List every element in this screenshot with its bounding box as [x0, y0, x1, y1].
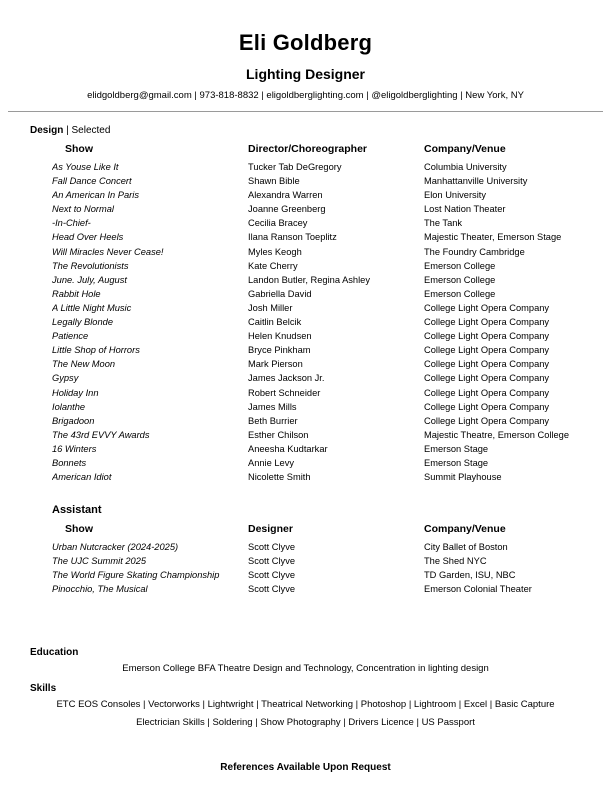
venue-name: College Light Opera Company: [424, 359, 550, 370]
show-title: A Little Night Music: [52, 302, 132, 313]
assistant-table-body: [30, 540, 581, 596]
person-name: Beth Burrier: [248, 415, 298, 426]
show-title: Little Shop of Horrors: [52, 345, 140, 356]
design-heading-bold: Design: [30, 125, 64, 136]
education-text: Emerson College BFA Theatre Design and Technology, Concentration in lighting design: [122, 662, 489, 674]
person-name: Robert Schneider: [248, 387, 321, 398]
show-title: 16 Winters: [52, 443, 97, 454]
table-row: [30, 301, 581, 315]
table-row: [30, 386, 581, 400]
table-row: [30, 568, 581, 582]
column-header-venue: Company/Venue: [424, 143, 506, 155]
person-name: Josh Miller: [248, 302, 293, 313]
assistant-section-heading: Assistant: [52, 504, 102, 517]
show-title: Fall Dance Concert: [52, 176, 132, 187]
venue-name: The Shed NYC: [424, 556, 487, 567]
venue-name: Lost Nation Theater: [424, 204, 506, 215]
design-heading-rest: | Selected: [63, 125, 111, 136]
table-row: [30, 428, 581, 442]
venue-name: Emerson Stage: [424, 443, 489, 454]
person-name: Esther Chilson: [248, 429, 309, 440]
person-name: Annie Levy: [248, 457, 294, 468]
venue-name: TD Garden, ISU, NBC: [424, 570, 516, 581]
venue-name: Emerson College: [424, 274, 496, 285]
person-name: Shawn Bible: [248, 176, 300, 187]
person-name: Aneesha Kudtarkar: [248, 443, 328, 454]
show-title: Gypsy: [52, 373, 79, 384]
skills-section: [30, 683, 581, 730]
table-row: [30, 400, 581, 414]
venue-name: College Light Opera Company: [424, 373, 550, 384]
column-header-director: Director/Choreographer: [248, 143, 368, 155]
skills-line-2: Electrician Skills | Soldering | Show Photography | Drivers Licence | US Passport: [136, 716, 475, 728]
show-title: As Youse Like It: [52, 162, 119, 172]
show-title: An American In Paris: [52, 190, 139, 201]
references-note: References Available Upon Request: [220, 761, 391, 773]
table-row: [30, 582, 581, 596]
show-title: -In-Chief-: [52, 218, 91, 229]
person-name: Scott Clyve: [248, 584, 296, 595]
venue-name: Columbia University: [424, 162, 507, 172]
table-row: [30, 371, 581, 385]
person-name: Helen Knudsen: [248, 331, 312, 342]
venue-name: Emerson College: [424, 288, 496, 299]
assistant-table-header-row: [30, 522, 581, 537]
venue-name: College Light Opera Company: [424, 345, 550, 356]
table-row: [30, 245, 581, 259]
show-title: Legally Blonde: [52, 317, 113, 328]
venue-name: College Light Opera Company: [424, 331, 550, 342]
person-name: James Jackson Jr.: [248, 373, 325, 384]
show-title: June. July, August: [52, 274, 127, 285]
column-header-show: Show: [65, 143, 93, 155]
design-section-heading: [30, 125, 581, 136]
person-name: Alexandra Warren: [248, 190, 323, 201]
skills-line-1: ETC EOS Consoles | Vectorworks | Lightwright | Theatrical Networking | Photoshop | Lightroom | Excel | Basic Capture: [56, 698, 555, 710]
person-name: James Mills: [248, 401, 297, 412]
venue-name: Emerson Colonial Theater: [424, 584, 532, 595]
show-title: Holiday Inn: [52, 387, 99, 398]
person-name: Scott Clyve: [248, 556, 296, 567]
design-table-body: [30, 160, 581, 484]
table-row: [30, 287, 581, 301]
show-title: Will Miracles Never Cease!: [52, 246, 164, 257]
header-divider: [8, 111, 603, 112]
person-name: Joanne Greenberg: [248, 204, 326, 215]
table-row: [30, 329, 581, 343]
venue-name: College Light Opera Company: [424, 387, 550, 398]
show-title: The UJC Summit 2025: [52, 556, 147, 567]
venue-name: College Light Opera Company: [424, 401, 550, 412]
show-title: The Revolutionists: [52, 260, 129, 271]
table-row: [30, 442, 581, 456]
column-header-show: Show: [65, 523, 93, 536]
venue-name: Majestic Theatre, Emerson College: [424, 429, 570, 440]
venue-name: Emerson College: [424, 260, 496, 271]
venue-name: City Ballet of Boston: [424, 542, 508, 553]
show-title: Next to Normal: [52, 204, 114, 215]
person-name: Gabriella David: [248, 288, 312, 299]
person-name: Landon Butler, Regina Ashley: [248, 274, 370, 285]
venue-name: College Light Opera Company: [424, 317, 550, 328]
table-row: [30, 216, 581, 230]
show-title: The World Figure Skating Championship: [52, 570, 220, 581]
column-header-venue: Company/Venue: [424, 523, 506, 536]
venue-name: Manhattanville University: [424, 176, 528, 187]
table-row: [30, 357, 581, 371]
person-name: Scott Clyve: [248, 570, 296, 581]
person-name: Kate Cherry: [248, 260, 298, 271]
show-title: Iolanthe: [52, 401, 86, 412]
person-name: Cecilia Bracey: [248, 218, 308, 229]
table-row: [30, 554, 581, 568]
table-row: [30, 259, 581, 273]
person-name: Tucker Tab DeGregory: [248, 162, 342, 172]
show-title: Head Over Heels: [52, 232, 124, 243]
show-title: Urban Nutcracker (2024-2025): [52, 542, 179, 553]
design-table-header-row: [30, 142, 581, 157]
person-name: Scott Clyve: [248, 542, 296, 553]
person-name: Caitlin Belcik: [248, 317, 302, 328]
table-row: [30, 174, 581, 188]
person-name: Mark Pierson: [248, 359, 303, 370]
venue-name: Elon University: [424, 190, 487, 201]
assistant-table: [30, 522, 581, 596]
person-name: Bryce Pinkham: [248, 345, 311, 356]
venue-name: Emerson Stage: [424, 457, 489, 468]
table-row: [30, 230, 581, 244]
table-row: [30, 470, 581, 484]
venue-name: Summit Playhouse: [424, 472, 502, 483]
show-title: Pinocchio, The Musical: [52, 584, 148, 595]
show-title: American Idiot: [52, 472, 112, 483]
table-row: [30, 343, 581, 357]
venue-name: College Light Opera Company: [424, 415, 550, 426]
venue-name: Majestic Theater, Emerson Stage: [424, 232, 562, 243]
venue-name: The Foundry Cambridge: [424, 246, 525, 257]
skills-heading: Skills: [30, 682, 57, 694]
job-title: Lighting Designer: [246, 66, 365, 82]
table-row: [30, 315, 581, 329]
venue-name: College Light Opera Company: [424, 302, 550, 313]
table-row: [30, 188, 581, 202]
education-heading: Education: [30, 646, 79, 658]
table-row: [30, 414, 581, 428]
show-title: Rabbit Hole: [52, 288, 101, 299]
contact-line: elidgoldberg@gmail.com | 973-818-8832 | eligoldberglighting.com | @eligoldberglighting | New York, NY: [87, 90, 524, 101]
venue-name: The Tank: [424, 218, 463, 229]
design-table: [30, 142, 581, 484]
person-name: Myles Keogh: [248, 246, 302, 257]
column-header-designer: Designer: [248, 523, 293, 536]
show-title: The New Moon: [52, 359, 116, 370]
table-row: [30, 202, 581, 216]
person-name: Nicolette Smith: [248, 472, 311, 483]
show-title: The 43rd EVVY Awards: [52, 429, 150, 440]
person-name-heading: Eli Goldberg: [238, 30, 373, 55]
show-title: Patience: [52, 331, 89, 342]
show-title: Bonnets: [52, 457, 87, 468]
table-row: [30, 273, 581, 287]
table-row: [30, 160, 581, 174]
table-row: [30, 456, 581, 470]
education-section: [30, 647, 581, 676]
table-row: [30, 540, 581, 554]
person-name: Ilana Ranson Toeplitz: [248, 232, 337, 243]
show-title: Brigadoon: [52, 415, 95, 426]
